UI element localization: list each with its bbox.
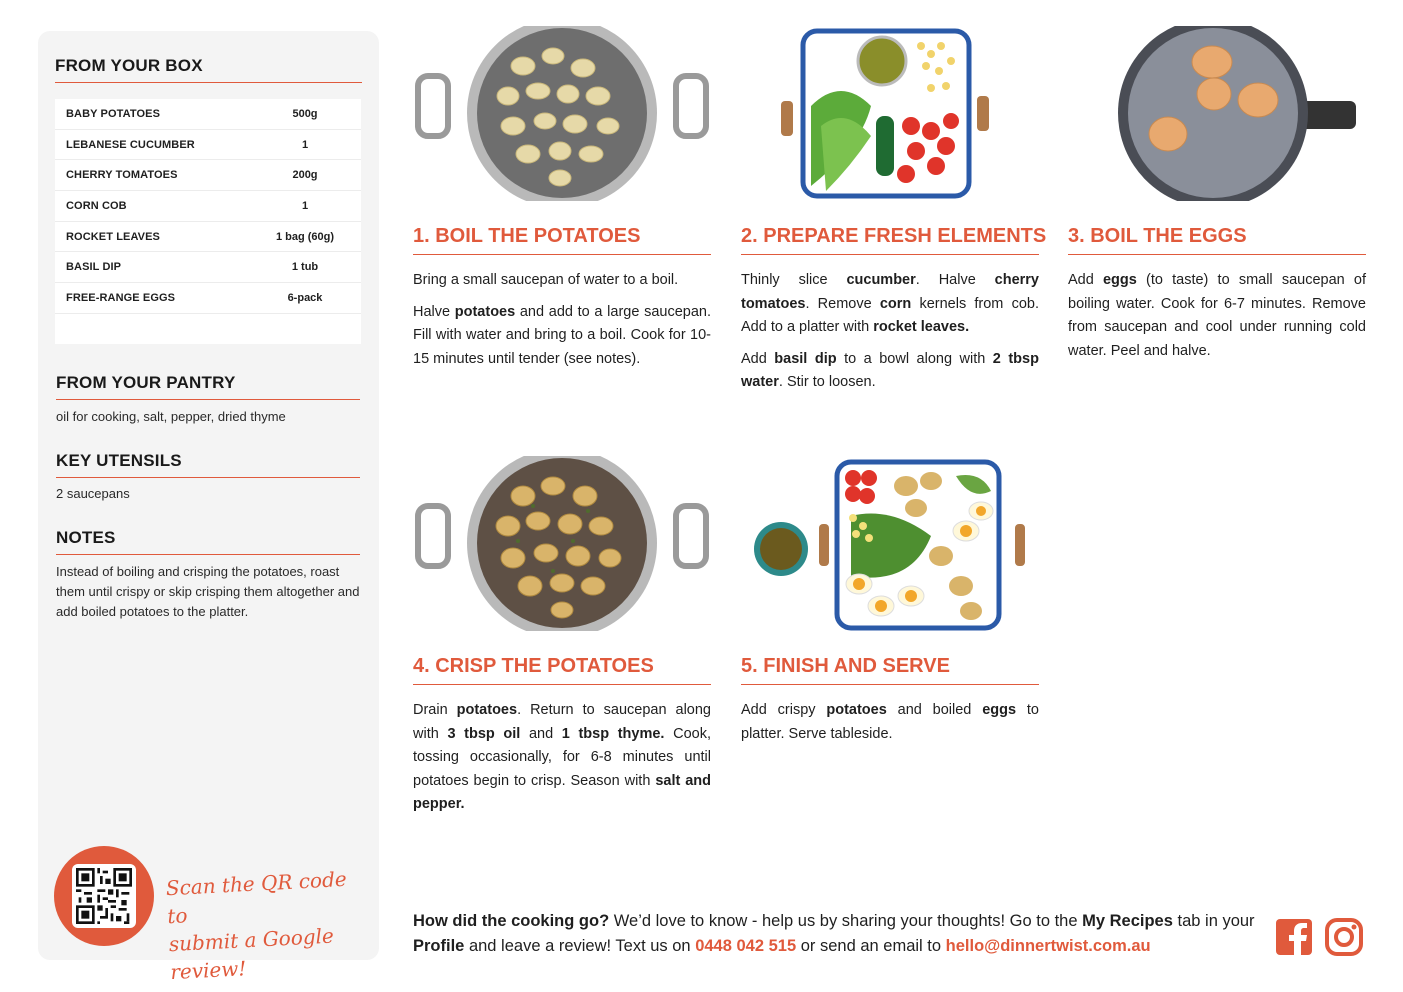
profile-label: Profile [413, 937, 465, 955]
table-row [55, 252, 361, 283]
step-paragraph [413, 699, 711, 817]
table-row [55, 191, 361, 222]
step-paragraph [741, 269, 1039, 340]
step-4 [413, 456, 711, 825]
step-text: . Stir to loosen. [778, 374, 876, 390]
table-row [55, 99, 361, 130]
ingredient-qty: 1 [301, 138, 309, 151]
step-text: . Return to saucepan along with [413, 702, 711, 742]
bold-ingredient: potatoes [454, 303, 516, 320]
bold-ingredient: salt and pepper. [413, 772, 711, 812]
from-your-pantry-title: FROM YOUR PANTRY [56, 373, 360, 400]
ingredient-name: CORN COB [66, 199, 127, 212]
step-paragraph [741, 699, 1039, 746]
footer-text: We’d love to know - help us by sharing your thoughts! Go to the [609, 912, 1083, 930]
ingredient-qty: 1 [301, 199, 309, 212]
crispy-potatoes-pot-photo [413, 456, 711, 631]
step-text: Add [741, 350, 775, 367]
bold-ingredient: potatoes [456, 702, 518, 718]
phone-link[interactable]: 0448 042 515 [695, 937, 797, 955]
qr-text-line: Scan the QR code to [165, 866, 348, 929]
step-1 [413, 26, 711, 379]
step-text: Bring a small saucepan of water to a boil. [413, 272, 679, 288]
step-text: to a bowl along with [836, 350, 993, 367]
qr-code-icon [76, 868, 132, 924]
bold-ingredient: 3 tbsp oil [447, 725, 521, 742]
instagram-icon[interactable] [1325, 918, 1363, 956]
step-body [413, 699, 711, 817]
footer-question: How did the cooking go? [413, 912, 610, 930]
step-text: Drain [413, 702, 457, 718]
qr-text-line: submit a Google review! [168, 923, 335, 985]
step-text: and add to a large saucepan. Fill with water and bring to a boil. Cook for 10-15 minutes until tender (see notes). [413, 303, 711, 367]
step-text: and boiled [886, 702, 983, 718]
step-title: 1. BOIL THE POTATOES [413, 225, 711, 255]
bold-ingredient: rocket leaves. [873, 319, 970, 335]
qr-code-badge[interactable] [54, 846, 154, 946]
bold-ingredient: cucumber [846, 272, 916, 288]
feedback-footer [413, 909, 1263, 959]
step-paragraph [413, 269, 711, 293]
step-title: 4. CRISP THE POTATOES [413, 655, 711, 685]
from-your-box-title: FROM YOUR BOX [55, 56, 362, 83]
step-title: 5. FINISH AND SERVE [741, 655, 1039, 685]
eggs-in-saucepan-photo [1068, 26, 1366, 201]
step-text: and [520, 725, 562, 742]
step-text: (to taste) to small saucepan of boiling water. Cook for 6-7 minutes. Remove from saucepan and cool under running cold water. Peel and halve. [1068, 272, 1366, 359]
step-3 [1068, 26, 1366, 371]
qr-code[interactable] [72, 864, 136, 928]
bold-ingredient: eggs [1102, 272, 1137, 288]
bold-ingredient: 2 tbsp water [741, 350, 1039, 390]
step-text: Thinly slice [741, 272, 847, 288]
step-text: Halve [413, 303, 455, 320]
key-utensils-title: KEY UTENSILS [56, 451, 360, 478]
ingredient-qty: 6-pack [287, 291, 323, 304]
bold-ingredient: corn [879, 295, 912, 312]
ingredient-qty: 1 tub [291, 261, 319, 274]
step-title: 3. BOIL THE EGGS [1068, 225, 1366, 255]
step-2 [741, 26, 1047, 403]
ingredients-table [55, 99, 361, 344]
table-row [55, 130, 361, 161]
step-text: Cook, tossing occasionally, for 6-8 minutes until potatoes begin to crisp. Season with [413, 725, 711, 789]
step-text: . Halve [915, 272, 995, 288]
step-body [741, 269, 1039, 395]
email-link[interactable]: hello@dinnertwist.com.au [945, 937, 1151, 955]
ingredient-qty: 500g [292, 107, 318, 120]
table-row [55, 160, 361, 191]
ingredient-name: CHERRY TOMATOES [66, 169, 178, 182]
ingredient-name: FREE-RANGE EGGS [66, 291, 176, 304]
platter-of-vegetables-photo [741, 26, 1039, 201]
step-body [413, 269, 711, 371]
ingredient-qty: 200g [292, 169, 318, 182]
step-5 [741, 456, 1039, 754]
pot-of-potatoes-photo [413, 26, 711, 201]
ingredient-name: BASIL DIP [66, 261, 122, 274]
step-text: Add crispy [741, 702, 827, 718]
footer-text: or send an email to [796, 937, 946, 955]
footer-text: and leave a review! Text us on [464, 937, 696, 955]
step-paragraph [1068, 269, 1366, 363]
bold-ingredient: 1 tbsp thyme. [561, 725, 665, 742]
step-body [741, 699, 1039, 746]
step-text: . Remove [805, 295, 880, 312]
footer-text: tab in your [1172, 912, 1255, 930]
step-body [1068, 269, 1366, 363]
qr-review-prompt [165, 864, 371, 986]
table-row [55, 222, 361, 253]
facebook-icon[interactable] [1275, 918, 1313, 956]
step-text: to platter. Serve tableside. [741, 702, 1039, 742]
utensils-text: 2 saucepans [56, 486, 130, 501]
ingredient-name: LEBANESE CUCUMBER [66, 138, 195, 151]
bold-ingredient: basil dip [774, 350, 837, 367]
ingredient-qty: 1 bag (60g) [275, 230, 335, 243]
table-row [55, 283, 361, 314]
notes-text: Instead of boiling and crisping the potatoes, roast them until crispy or skip crisping them altogether and add boiled potatoes to the platter. [56, 564, 360, 619]
pantry-text: oil for cooking, salt, pepper, dried thyme [56, 409, 286, 424]
ingredient-name: BABY POTATOES [66, 107, 160, 120]
step-text: kernels from cob. Add to a platter with [741, 295, 1039, 335]
finished-salad-platter-photo [741, 456, 1039, 631]
step-title: 2. PREPARE FRESH ELEMENTS [741, 225, 1039, 255]
sidebar [38, 31, 379, 985]
bold-ingredient: eggs [982, 702, 1017, 718]
step-text: Add [1068, 272, 1103, 288]
step-paragraph [413, 301, 711, 372]
step-paragraph [741, 348, 1039, 395]
my-recipes-label: My Recipes [1082, 912, 1173, 930]
bold-ingredient: cherry tomatoes [741, 272, 1039, 312]
ingredient-name: ROCKET LEAVES [66, 230, 160, 243]
bold-ingredient: potatoes [826, 702, 887, 718]
notes-title: NOTES [56, 528, 360, 555]
